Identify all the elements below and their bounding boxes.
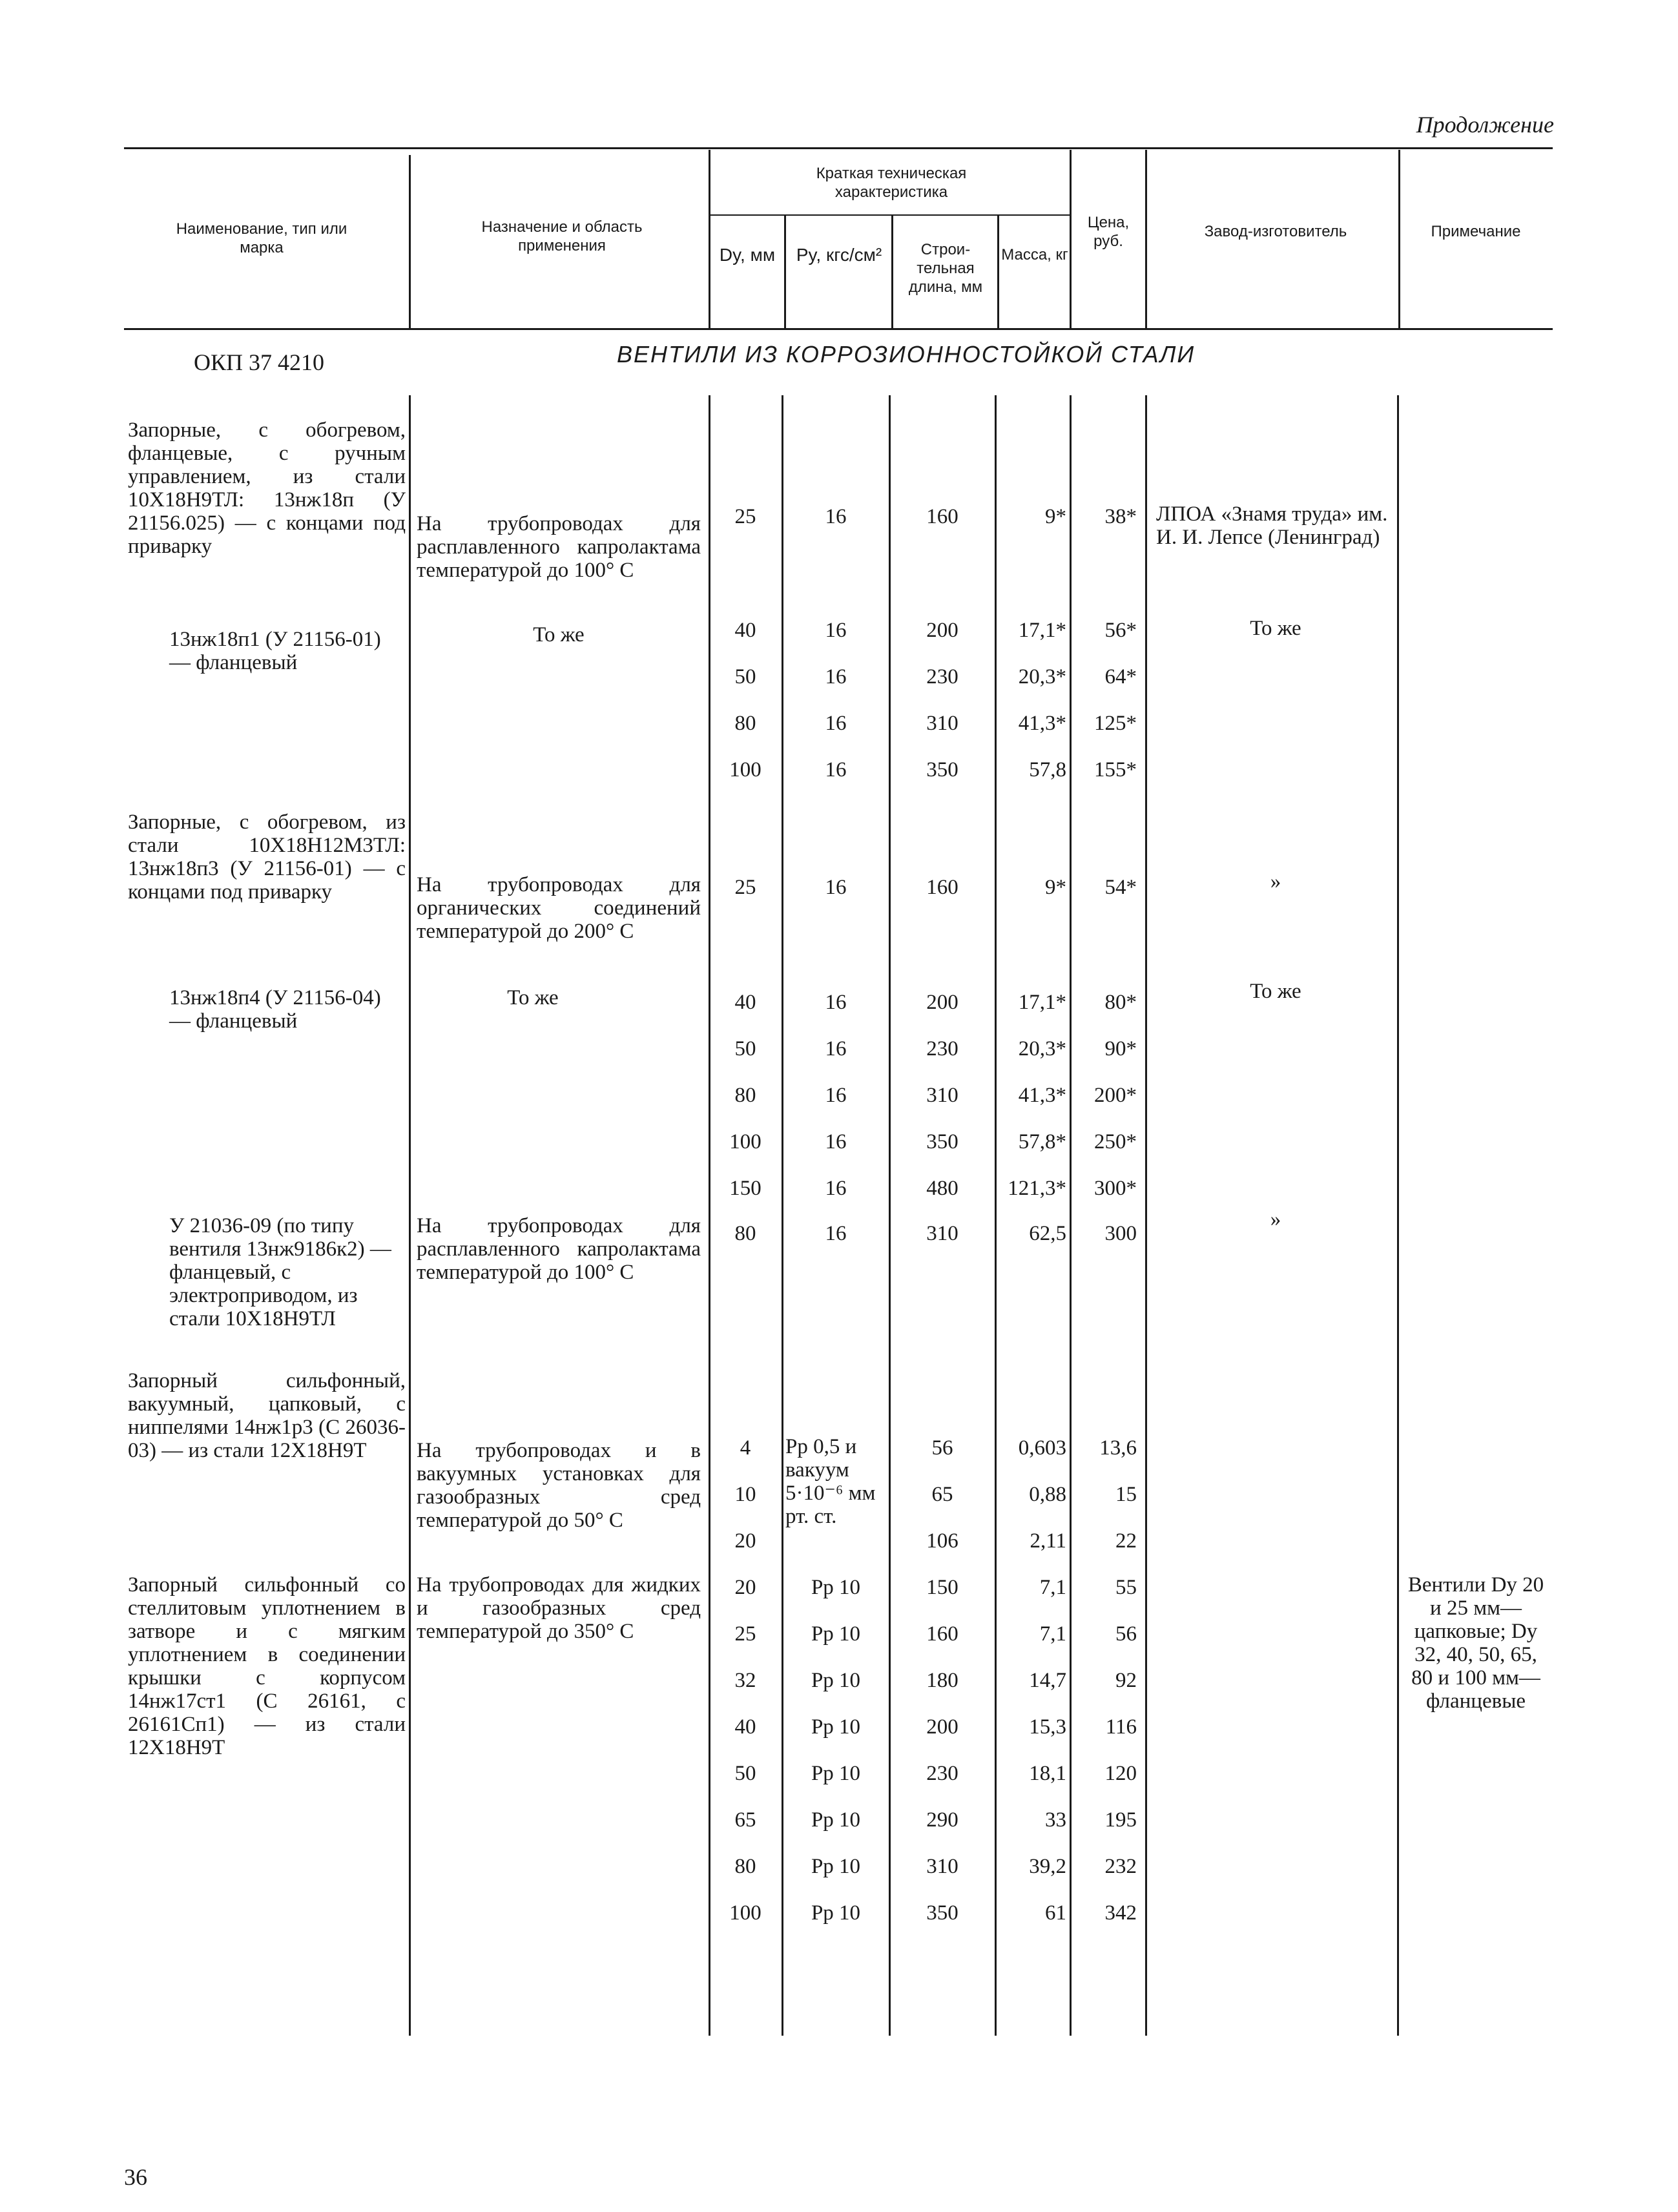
tech-sub-rule xyxy=(710,214,1070,216)
cell-len: 350 xyxy=(926,758,958,781)
cell-dy: 50 xyxy=(734,1037,756,1060)
cell-dy: 4 xyxy=(740,1436,751,1460)
cell-py: 16 xyxy=(825,665,847,688)
section-title: ВЕНТИЛИ ИЗ КОРРОЗИОННОСТОЙКОЙ СТАЛИ xyxy=(617,341,1196,367)
cell-price: 125* xyxy=(1094,712,1137,735)
cell-len: 106 xyxy=(926,1529,958,1553)
cell-len: 310 xyxy=(926,712,958,735)
cell-py: Pр 10 xyxy=(811,1622,861,1646)
cell-len: 56 xyxy=(931,1436,953,1460)
item-name: 13нж18п4 (У 21156-04) — фланцевый xyxy=(169,986,381,1033)
cell-dy: 80 xyxy=(734,1855,756,1878)
cell-price: 116 xyxy=(1105,1715,1137,1739)
cell-mass: 0,88 xyxy=(1029,1483,1066,1506)
cell-mass: 121,3* xyxy=(1008,1177,1066,1200)
cell-price: 13,6 xyxy=(1099,1436,1137,1460)
cell-mass: 20,3* xyxy=(1018,665,1066,688)
cell-price: 54* xyxy=(1104,876,1137,899)
body-col-line xyxy=(1070,395,1072,2036)
cell-dy: 20 xyxy=(734,1529,756,1553)
item-factory: ЛПОА «Знамя труда» им. И. И. Лепсе (Ленинград) xyxy=(1156,502,1388,549)
item-purpose: То же xyxy=(507,986,559,1009)
cell-mass: 33 xyxy=(1045,1808,1066,1832)
cell-mass: 9* xyxy=(1045,876,1066,899)
cell-len: 180 xyxy=(926,1669,958,1692)
cell-py: 16 xyxy=(825,1084,847,1107)
item-factory: То же xyxy=(1250,617,1301,640)
item-name: Запорные, с обогревом, из стали 10Х18Н12М3ТЛ: 13нж18п3 (У 21156-01) — с концами под приварку xyxy=(128,811,406,904)
header-mass: Масса, кг xyxy=(1001,246,1068,264)
cell-len: 160 xyxy=(926,876,958,899)
header-factory: Завод-изготовитель xyxy=(1204,223,1347,240)
cell-py: 16 xyxy=(825,505,847,528)
cell-price: 342 xyxy=(1104,1901,1137,1925)
header-purpose: Назначение и область применения xyxy=(481,218,643,254)
header-col-line xyxy=(409,155,411,328)
cell-dy: 40 xyxy=(734,1715,756,1739)
cell-py: Pр 10 xyxy=(811,1808,861,1832)
cell-mass: 57,8* xyxy=(1018,1130,1066,1153)
item-py-special: Pр 0,5 и вакуум 5·10⁻⁶ мм рт. ст. xyxy=(785,1435,876,1528)
cell-len: 230 xyxy=(926,665,958,688)
cell-py: Pр 10 xyxy=(811,1669,861,1692)
cell-dy: 100 xyxy=(729,758,761,781)
body-col-line xyxy=(409,395,411,2036)
cell-mass: 57,8 xyxy=(1029,758,1066,781)
item-purpose: На трубопроводах и в вакуумных установках для газообразных сред температурой до 50° С xyxy=(417,1439,701,1532)
item-factory: » xyxy=(1270,1208,1281,1231)
cell-mass: 18,1 xyxy=(1029,1762,1066,1785)
cell-price: 232 xyxy=(1104,1855,1137,1878)
cell-price: 300 xyxy=(1104,1222,1137,1245)
body-col-line xyxy=(1145,395,1147,2036)
item-purpose: То же xyxy=(533,623,585,646)
item-name: У 21036-09 (по типу вентиля 13нж9186к2) — фланцевый, с электроприводом, из стали 10Х18Н9ТЛ xyxy=(169,1214,391,1330)
item-name: Запорный сильфонный со стеллитовым уплотнением в затворе и с мягким уплотнением в соединении крышки с корпусом 14нж17ст1 (С 26161, с 26161Сп1) — из стали 12Х18Н9Т xyxy=(128,1573,406,1759)
cell-mass: 17,1* xyxy=(1018,619,1066,642)
cell-len: 200 xyxy=(926,991,958,1014)
page-number: 36 xyxy=(124,2164,147,2190)
item-name: Запорный сильфонный, вакуумный, цапковый, с ниппелями 14нж1р3 (С 26036-03) — из стали 12Х18Н9Т xyxy=(128,1369,406,1462)
cell-price: 80* xyxy=(1104,991,1137,1014)
cell-dy: 25 xyxy=(734,876,756,899)
cell-py: 16 xyxy=(825,712,847,735)
cell-price: 56* xyxy=(1104,619,1137,642)
cell-len: 150 xyxy=(926,1576,958,1599)
cell-dy: 100 xyxy=(729,1130,761,1153)
cell-dy: 25 xyxy=(734,1622,756,1646)
cell-mass: 9* xyxy=(1045,505,1066,528)
cell-dy: 40 xyxy=(734,991,756,1014)
cell-len: 200 xyxy=(926,619,958,642)
header-length: Строи- тельная длина, мм xyxy=(908,241,983,296)
cell-len: 230 xyxy=(926,1762,958,1785)
cell-py: 16 xyxy=(825,876,847,899)
item-factory: То же xyxy=(1250,980,1301,1003)
cell-price: 56 xyxy=(1115,1622,1137,1646)
cell-mass: 20,3* xyxy=(1018,1037,1066,1060)
header-col-line xyxy=(1070,150,1072,328)
cell-dy: 80 xyxy=(734,712,756,735)
cell-mass: 62,5 xyxy=(1029,1222,1066,1245)
cell-price: 250* xyxy=(1094,1130,1137,1153)
cell-len: 480 xyxy=(926,1177,958,1200)
cell-len: 200 xyxy=(926,1715,958,1739)
cell-dy: 40 xyxy=(734,619,756,642)
item-factory: » xyxy=(1270,870,1281,893)
cell-py: Pр 10 xyxy=(811,1901,861,1925)
cell-len: 310 xyxy=(926,1855,958,1878)
continuation-label: Продолжение xyxy=(1416,112,1554,138)
cell-mass: 0,603 xyxy=(1018,1436,1066,1460)
cell-price: 22 xyxy=(1115,1529,1137,1553)
cell-mass: 41,3* xyxy=(1018,1084,1066,1107)
cell-py: Pр 10 xyxy=(811,1576,861,1599)
item-purpose: На трубопроводах для расплавленного капролактама температурой до 100° С xyxy=(417,512,701,582)
cell-py: 16 xyxy=(825,758,847,781)
cell-dy: 100 xyxy=(729,1901,761,1925)
cell-len: 160 xyxy=(926,1622,958,1646)
cell-dy: 65 xyxy=(734,1808,756,1832)
cell-mass: 7,1 xyxy=(1039,1576,1066,1599)
cell-dy: 150 xyxy=(729,1177,761,1200)
cell-price: 155* xyxy=(1094,758,1137,781)
cell-py: 16 xyxy=(825,1130,847,1153)
header-dy: Dy, мм xyxy=(719,245,776,265)
body-col-line xyxy=(889,395,891,2036)
cell-mass: 41,3* xyxy=(1018,712,1066,735)
cell-len: 350 xyxy=(926,1130,958,1153)
header-py: Py, кгс/см² xyxy=(796,245,882,265)
cell-price: 90* xyxy=(1104,1037,1137,1060)
cell-len: 350 xyxy=(926,1901,958,1925)
cell-price: 300* xyxy=(1094,1177,1137,1200)
cell-dy: 20 xyxy=(734,1576,756,1599)
cell-mass: 15,3 xyxy=(1029,1715,1066,1739)
cell-py: 16 xyxy=(825,991,847,1014)
cell-mass: 17,1* xyxy=(1018,991,1066,1014)
cell-mass: 2,11 xyxy=(1030,1529,1066,1553)
cell-len: 160 xyxy=(926,505,958,528)
header-top-rule xyxy=(124,147,1553,149)
cell-len: 290 xyxy=(926,1808,958,1832)
header-col-line xyxy=(784,214,786,328)
cell-price: 15 xyxy=(1115,1483,1137,1506)
cell-price: 120 xyxy=(1104,1762,1137,1785)
cell-dy: 25 xyxy=(734,505,756,528)
item-purpose: На трубопроводах для органических соединений температурой до 200° С xyxy=(417,873,701,943)
cell-price: 64* xyxy=(1104,665,1137,688)
item-name: 13нж18п1 (У 21156-01) — фланцевый xyxy=(169,628,381,674)
header-note: Примечание xyxy=(1431,223,1521,240)
header-col-line xyxy=(1145,150,1147,328)
cell-mass: 7,1 xyxy=(1039,1622,1066,1646)
cell-len: 65 xyxy=(931,1483,953,1506)
cell-price: 200* xyxy=(1094,1084,1137,1107)
cell-py: 16 xyxy=(825,1177,847,1200)
cell-dy: 80 xyxy=(734,1222,756,1245)
cell-price: 55 xyxy=(1115,1576,1137,1599)
header-col-line xyxy=(1398,150,1400,328)
header-tech: Краткая техническая характеристика xyxy=(816,165,967,201)
cell-mass: 61 xyxy=(1045,1901,1066,1925)
cell-dy: 80 xyxy=(734,1084,756,1107)
cell-py: 16 xyxy=(825,1222,847,1245)
cell-py: Pр 10 xyxy=(811,1855,861,1878)
cell-mass: 39,2 xyxy=(1029,1855,1066,1878)
item-purpose: На трубопроводах для жидких и газообразных сред температурой до 350° С xyxy=(417,1573,701,1643)
header-price: Цена, руб. xyxy=(1087,214,1130,250)
body-col-line xyxy=(1397,395,1399,2036)
item-name: Запорные, с обогревом, фланцевые, с ручным управлением, из стали 10Х18Н9ТЛ: 13нж18п (У 21156.025) — с концами под приварку xyxy=(128,419,406,558)
cell-py: 16 xyxy=(825,619,847,642)
cell-price: 92 xyxy=(1115,1669,1137,1692)
cell-dy: 10 xyxy=(734,1483,756,1506)
header-name: Наименование, тип или марка xyxy=(176,220,347,256)
cell-dy: 50 xyxy=(734,1762,756,1785)
body-col-line xyxy=(782,395,783,2036)
item-note: Вентили Dу 20 и 25 мм— цапковые; Dу 32, 40, 50, 65, 80 и 100 мм— фланцевые xyxy=(1407,1573,1544,1713)
header-col-line xyxy=(891,214,893,328)
header-col-line xyxy=(709,150,710,328)
cell-py: Pр 10 xyxy=(811,1715,861,1739)
header-bottom-rule xyxy=(124,328,1553,330)
cell-price: 38* xyxy=(1104,505,1137,528)
cell-len: 310 xyxy=(926,1222,958,1245)
section-code: ОКП 37 4210 xyxy=(194,349,325,375)
cell-py: 16 xyxy=(825,1037,847,1060)
item-purpose: На трубопроводах для расплавленного капролактама температурой до 100° С xyxy=(417,1214,701,1284)
cell-mass: 14,7 xyxy=(1029,1669,1066,1692)
cell-len: 230 xyxy=(926,1037,958,1060)
cell-price: 195 xyxy=(1104,1808,1137,1832)
header-col-line xyxy=(997,214,999,328)
cell-py: Pр 10 xyxy=(811,1762,861,1785)
cell-dy: 50 xyxy=(734,665,756,688)
cell-dy: 32 xyxy=(734,1669,756,1692)
cell-len: 310 xyxy=(926,1084,958,1107)
